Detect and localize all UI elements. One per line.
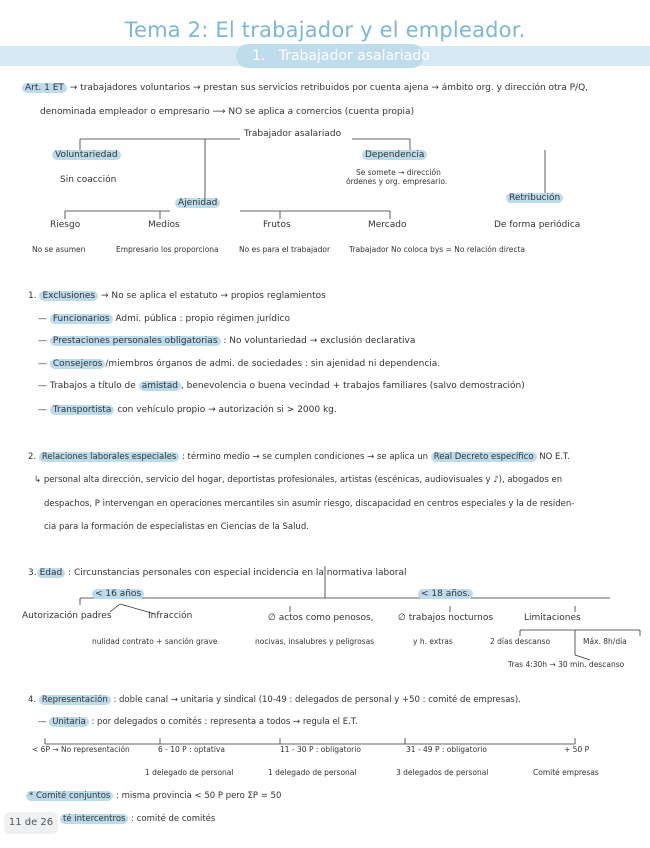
tree-riesgo-note: No se asumen (32, 245, 86, 254)
tree-medios: Medios (148, 220, 180, 230)
edad-max: Máx. 8h/día (583, 637, 627, 646)
tree-root: Trabajador asalariado (244, 129, 342, 139)
unitaria-text: : por delegados o comités : representa a todos → regula el E.T. (91, 717, 358, 727)
exclusiones-text: → No se aplica el estatuto → propios reglamientos (100, 291, 326, 301)
scale-note: 3 delegados de personal (396, 768, 489, 777)
page-indicator: 11 de 26 (4, 812, 58, 834)
scale-label: 11 - 30 P : obligatorio (280, 745, 361, 754)
conjuntos-tag: * Comité conjuntos (26, 791, 113, 801)
dependencia-label: Dependencia (362, 150, 427, 160)
page-title: Tema 2: El trabajador y el empleador. (124, 18, 526, 42)
tree-dep-note2: órdenes y org. empresario. (346, 177, 448, 186)
tree-dependencia (362, 150, 427, 160)
exclusion-item: — Funcionarios Admi. pública : propio régimen jurídico (38, 314, 290, 324)
conjuntos-text: : misma provincia < 50 P pero ΣP = 50 (116, 791, 282, 801)
section-number: 1. (252, 48, 266, 64)
scale-note: 1 delegado de personal (145, 768, 234, 777)
edad-actos: ∅ actos como penosos, (268, 613, 374, 623)
exclusion-text: : No voluntariedad → exclusión declarativa (223, 336, 416, 346)
under18-label: < 18 años. (418, 589, 473, 599)
especiales-text: : término medio → se cumplen condiciones → se aplica un (181, 452, 429, 462)
tree-riesgo: Riesgo (50, 220, 81, 230)
representacion-tag: Representación (39, 695, 111, 705)
exclusion-text: /miembros órganos de admi. de sociedades : sin ajenidad ni dependencia. (105, 359, 441, 369)
especiales-end: NO E.T. (539, 452, 570, 462)
exclusion-text: con vehículo propio → autorización si > 2000 kg. (117, 405, 337, 415)
especiales-line: ↳ personal alta dirección, servicio del hogar, deportistas profesionales, artistas (escénicas, audiovisuales y ♪), abogados en (34, 475, 563, 485)
voluntariedad-label: Voluntariedad (52, 150, 121, 160)
exclusion-item: — Prestaciones personales obligatorias : No voluntariedad → exclusión declarativa (38, 336, 416, 346)
scale-label: + 50 P (564, 745, 590, 754)
scale-note: 1 delegado de personal (268, 768, 357, 777)
intercentros-tag: té intercentros (60, 814, 128, 824)
ajenidad-label: Ajenidad (175, 198, 220, 208)
edad-nocturnos: ∅ trabajos nocturnos (398, 613, 494, 623)
tree-frutos-note: No es para el trabajador (239, 245, 331, 254)
scale-note: Comité empresas (533, 768, 599, 777)
tree-mercado: Mercado (368, 220, 407, 230)
representacion-num: 4. (28, 695, 37, 705)
tree-retribucion (506, 193, 563, 203)
exclusion-pre: Trabajos a título de (49, 381, 136, 391)
exclusion-item: — Trabajos a título de amistad , benevolencia o buena vecindad + trabajos familiares (salvo demostración) (38, 381, 525, 391)
edad-infraccion-note: nulidad contrato + sanción grave (92, 637, 218, 646)
tree-medios-note: Empresario los proporciona (116, 245, 219, 254)
tree-voluntariedad (52, 150, 121, 160)
unitaria-tag: Unitaria (49, 717, 89, 727)
edad-under18 (418, 589, 473, 599)
section-title: Trabajador asalariado (278, 48, 430, 64)
especiales-head (28, 452, 570, 462)
exclusiones-num: 1. (28, 291, 37, 301)
exclusiones-head (28, 291, 326, 301)
especiales-line: cia para la formación de especialistas en Ciencias de la Salud. (44, 522, 309, 532)
edad-actos-note: nocivas, insalubres y peligrosas (255, 637, 375, 646)
scale-label: < 6P → No representación (32, 745, 130, 754)
exclusion-tag: amistad (139, 381, 181, 391)
edad-nocturnos-note: y h. extras (413, 637, 453, 646)
art1-text1: → trabajadores voluntarios → prestan sus servicios retribuidos por cuenta ajena → ámbito org. y dirección otra P/Q, (69, 83, 589, 93)
exclusion-tag: Transportista (50, 405, 114, 415)
scale-label: 6 - 10 P : optativa (158, 745, 225, 754)
exclusion-text: Admi. pública : propio régimen jurídico (115, 314, 290, 324)
art1-line1 (22, 83, 588, 93)
edad-limitaciones: Limitaciones (524, 613, 581, 623)
exclusion-tag: Funcionarios (50, 314, 113, 324)
tree-frutos: Frutos (263, 220, 291, 230)
especiales-tag: Relaciones laborales especiales (39, 452, 179, 462)
edad-under16 (92, 589, 144, 599)
exclusion-text: , benevolencia o buena vecindad + trabajos familiares (salvo demostración) (180, 381, 525, 391)
retribucion-label: Retribución (506, 193, 563, 203)
edad-tras: Tras 4:30h → 30 min. descanso (508, 660, 625, 669)
tree-forma: De forma periódica (494, 220, 581, 230)
under16-label: < 16 años (92, 589, 144, 599)
exclusiones-tag: Exclusiones (39, 291, 98, 301)
edad-text: : Circunstancias personales con especial incidencia en la normativa laboral (68, 568, 407, 578)
tree-mercado-note: Trabajador No coloca bys = No relación directa (349, 245, 526, 254)
edad-descanso: 2 días descanso (490, 637, 551, 646)
unitaria-line: — Unitaria : por delegados o comités : representa a todos → regula el E.T. (38, 717, 358, 727)
especiales-num: 2. (28, 452, 37, 462)
scale-label: 31 - 49 P : obligatorio (406, 745, 487, 754)
edad-tag: Edad (37, 568, 66, 578)
intercentros-text: : comité de comités (131, 814, 216, 824)
exclusion-item: — Transportista con vehículo propio → autorización si > 2000 kg. (38, 405, 337, 415)
intercentros-line (60, 814, 215, 824)
exclusion-tag: Consejeros (50, 359, 105, 369)
edad-infraccion: Infracción (148, 611, 193, 621)
tree-sin-coaccion: Sin coacción (60, 175, 117, 185)
art1-tag: Art. 1 ET (22, 83, 67, 93)
especiales-line: despachos, P intervengan en operaciones mercantiles sin asumir riesgo, discapacidad en centros especiales y la de residen- (44, 499, 575, 509)
representacion-text: : doble canal → unitaria y sindical (10-49 : delegados de personal y +50 : comité de empresas). (113, 695, 521, 705)
conjuntos-line (26, 791, 281, 801)
art1-line2: denominada empleador o empresario ⟶ NO se aplica a comercios (cuenta propia) (40, 107, 415, 117)
edad-head (28, 568, 407, 578)
representacion-head (28, 695, 521, 705)
edad-autorizacion: Autorización padres (22, 611, 112, 621)
real-decreto-tag: Real Decreto específico (431, 452, 537, 462)
edad-num: 3. (28, 568, 37, 578)
tree-ajenidad (175, 198, 220, 208)
exclusion-tag: Prestaciones personales obligatorias (50, 336, 221, 346)
tree-dep-note1: Se somete → dirección (356, 168, 441, 177)
exclusion-item: — Consejeros /miembros órganos de admi. de sociedades : sin ajenidad ni dependencia. (38, 359, 441, 369)
